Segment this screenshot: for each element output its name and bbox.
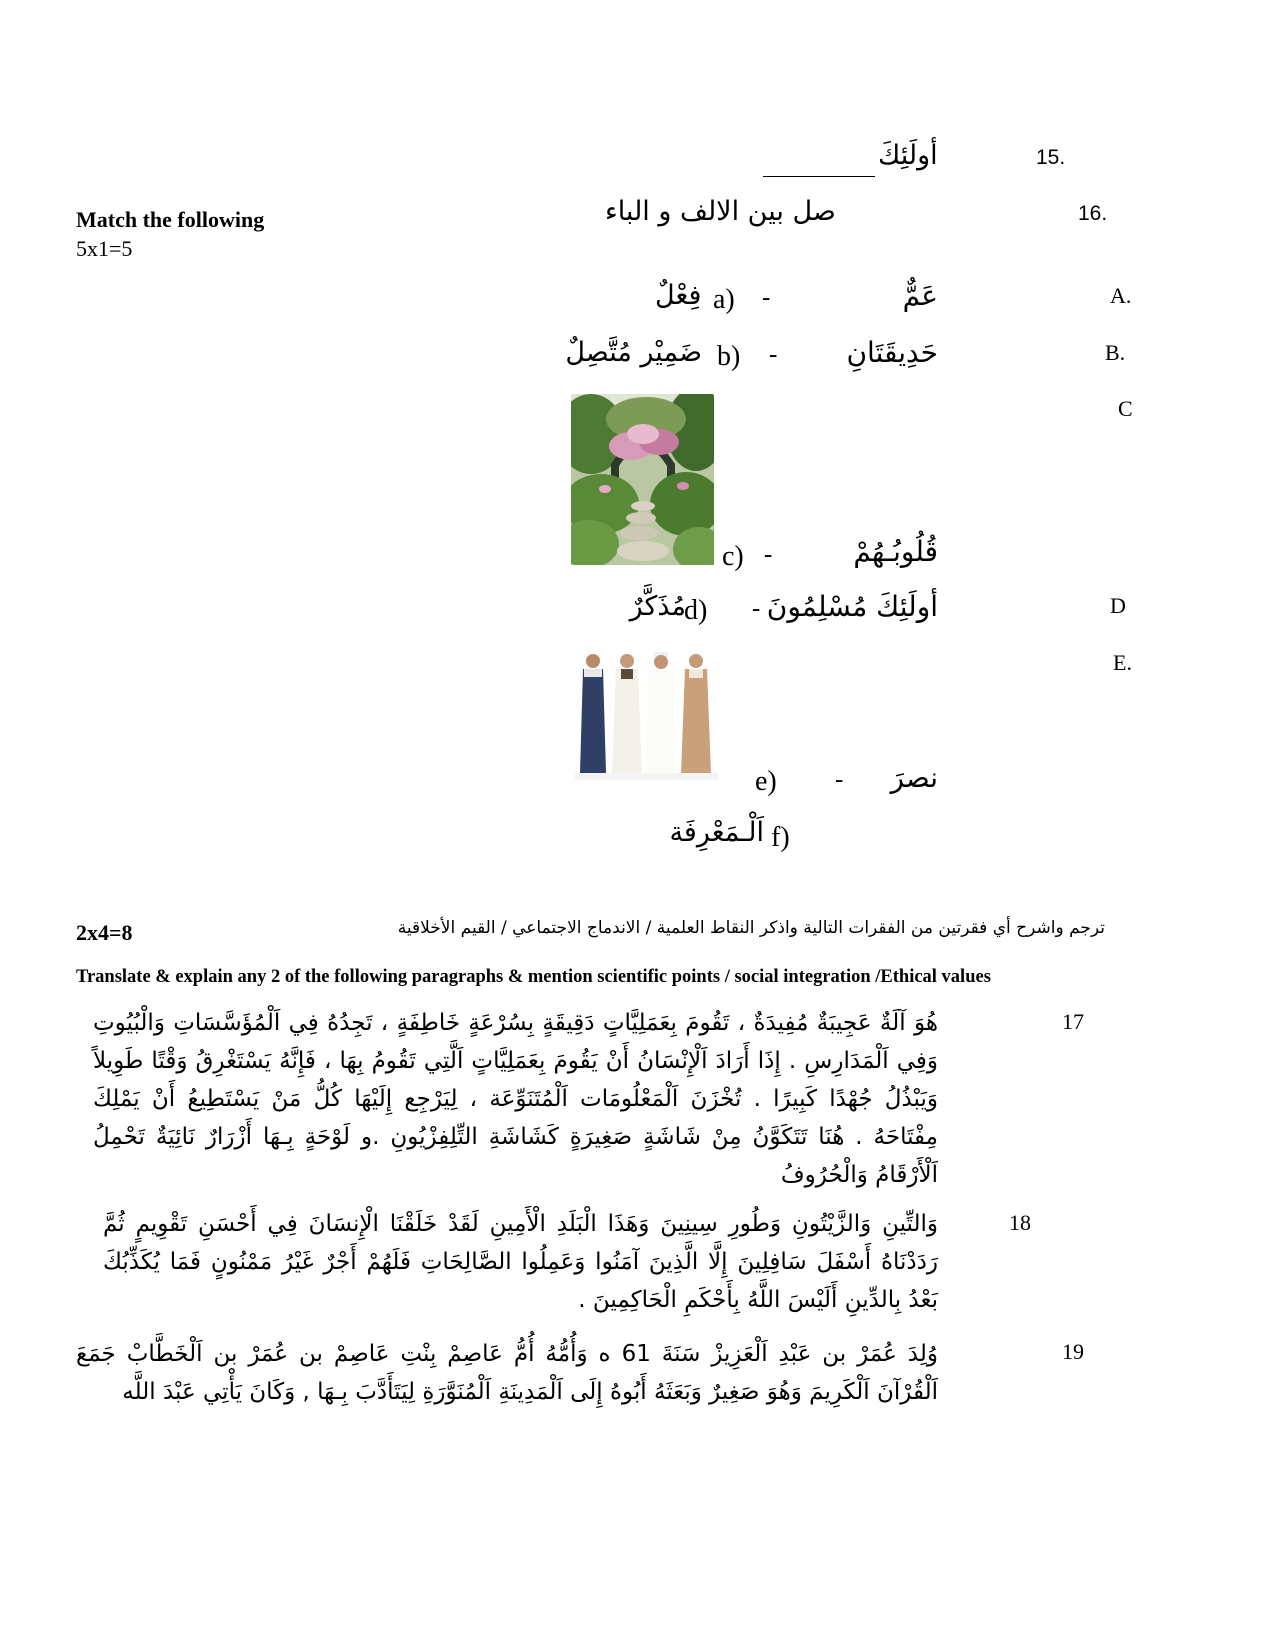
row-a-label: a) (713, 284, 735, 315)
garden-pathway-image (571, 394, 714, 565)
row-c-key: C (1118, 396, 1133, 421)
row-e-key: E. (1113, 650, 1132, 675)
row-a-answer: فِعْلٌ (655, 280, 702, 311)
men-in-thobes-image (575, 649, 718, 780)
section-instruction-en: Translate & explain any 2 of the following paragraphs & mention scientific points / social integration /Ethical values (76, 967, 991, 987)
row-c-word: قُلُوبُـهُمْ (853, 535, 938, 568)
paragraph-19-text: وُلِدَ عُمَرْ بن عَبْدِ اَلْعَزِيزْ سَنَةَ 61 ه وَأُمُّهُ أُمُّ عَاصِمْ بِنْتِ عَاصِمْ بن عُمَرْ بن اَلْخَطَّابْ جَمَعَ اَلْقُرْآنَ اَلْكَرِيمَ وَهُوَ صَغِيرٌ وَبَعَثَهُ أَبُوهُ إِلَى اَلْمَدِينَةِ اَلْمُنَوَّرَةِ لِيَتَأَدَّبَ بِـهَا , وَكَانَ يَأْتِي عَبْدَ اللَّه (76, 1341, 938, 1405)
section-marks: 2x4=8 (76, 920, 133, 945)
row-b-answer: ضَمِيْر مُتَّصِلٌ (565, 337, 702, 368)
paragraph-19-number: 19 (1062, 1339, 1084, 1364)
row-d-dash: - (752, 595, 761, 622)
row-c-label: c) (722, 541, 744, 572)
q16-instruction-en: Match the following (76, 207, 265, 232)
row-a-dash: - (762, 284, 771, 311)
q16-number: 16. (1078, 202, 1108, 225)
q15-number: 15. (1036, 146, 1066, 169)
row-b-word: حَدِيقَتَانِ (846, 336, 938, 369)
paragraph-17-number: 17 (1062, 1009, 1084, 1034)
paragraph-18-number: 18 (1009, 1210, 1031, 1235)
row-e-word: نصرَ (890, 761, 938, 794)
paragraph-18 (103, 1205, 938, 1319)
row-b-dash: - (769, 341, 778, 368)
q16-marks: 5x1=5 (76, 236, 133, 261)
paragraph-17-text: هُوَ آلَةٌ عَجِيبَةٌ مُفِيدَةٌ ، تَقُومَ بِعَمَلِيَّاتٍ دَقِيقَةٍ بِسُرْعَةٍ خَاطِفَةٍ ، تَجِدُهُ فِي اَلْمُؤَسَّسَاتِ وَالْبُيُوتِ وَفِي اَلْمَدَارِسِ . إِذَا أَرَادَ اَلْإِنْسَانُ أَنْ يَقُومَ بِعَمَلِيَّاتٍ اَلَّتِي تَقُومُ بِهَا ، فَإِنَّهُ يَسْتَغْرِقُ وَقْتًا طَوِيلاً وَيَبْذُلُ جُهْدًا كَبِيرًا . تُخْزَنَ اَلْمَعْلُومَات اَلْمُتَنَوِّعَة ، لِيَرْجِع إِلَيْهَا كُلُّ مَنْ يَسْتَطِيعُ أَنْ يَمْلِكَ مِفْتَاحَهُ . هُنَا تَتَكَوَّنُ مِنْ شَاشَةٍ صَغِيرَةٍ كَشَاشَةِ التِّلِفِزْيُونِ .و لَوْحَةٍ بِـهَا أَزْرَارٌ نَائِيَةٌ تَحْمِلُ اَلْأَرْقَامُ وَالْحُرُوفُ (93, 1010, 938, 1188)
paragraph-17 (93, 1004, 938, 1194)
row-d-word: أولَئِكَ مُسْلِمُونَ (766, 590, 938, 623)
row-d-label: d) (684, 595, 708, 626)
row-d-key: D (1110, 593, 1126, 618)
row-a-key: A. (1110, 283, 1132, 308)
q16-instruction-ar: صل بين الالف و الباء (605, 196, 836, 227)
row-b-key: B. (1105, 340, 1126, 365)
row-c-dash: - (764, 541, 773, 568)
row-d-answer: مُذَكَّرٌ (629, 591, 686, 622)
q15-word: أولَئِكَ (878, 140, 938, 171)
row-a-word: عَمٌّ (902, 279, 938, 312)
q15-answer-blank (763, 176, 875, 177)
paragraph-18-text: وَالتِّينِ وَالزَّيْتُونِ وَطُورِ سِينِينَ وَهَذَا الْبَلَدِ الْأَمِينِ لَقَدْ خَلَقْنَا الْإِنسَانَ فِي أَحْسَنِ تَقْوِيمٍ ثُمَّ رَدَدْنَاهُ أَسْفَلَ سَافِلِينَ إِلَّا الَّذِينَ آمَنُوا وَعَمِلُوا الصَّالِحَاتِ فَلَهُمْ أَجْرٌ غَيْرُ مَمْنُونٍ فَمَا يُكَذِّبُكَ بَعْدُ بِالدِّينِ أَلَيْسَ اللَّهُ بِأَحْكَمِ الْحَاكِمِينَ . (103, 1211, 938, 1313)
row-e-dash: - (835, 766, 844, 793)
row-f-label: f) (771, 822, 790, 853)
row-e-label: e) (755, 766, 777, 797)
section-instruction-ar: ترجم واشرح أي فقرتين من الفقرات التالية واذكر النقاط العلمية / الاندماج الاجتماعي / القيم الأخلاقية (397, 918, 1105, 938)
row-b-label: b) (717, 341, 741, 372)
paragraph-19 (76, 1335, 938, 1411)
row-f-answer: اَلْـمَعْرِفَة (669, 817, 764, 848)
